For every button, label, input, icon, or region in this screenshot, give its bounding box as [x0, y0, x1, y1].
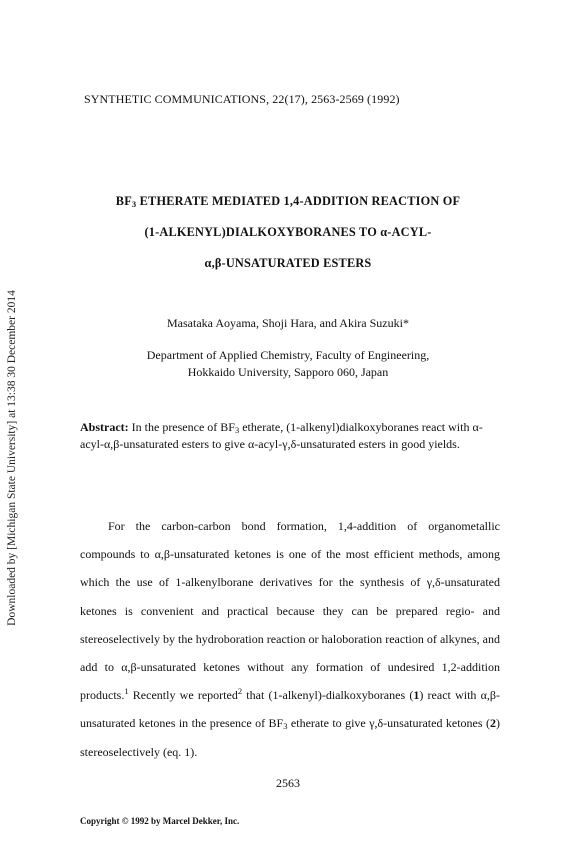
title-bf: BF — [115, 194, 132, 208]
abstract — [80, 419, 498, 452]
body-seg-1: For the carbon-carbon bond formation, 1,4-addition of organometallic compounds to α,β-unsaturated ketones is one of the most efficient methods, among which the use of 1-alkenylborane derivatives for the synthesis of γ,δ-unsaturated ketones is convenient and practical because they can be prepared regio- and stereoselectively by the hydroboration reaction or haloboration reaction of alkynes, and add to α,β-unsaturated ketones without any formation of undesired 1,2-addition products. — [80, 519, 500, 703]
title-line-3: α,β-UNSATURATED ESTERS — [204, 256, 372, 270]
download-watermark — [5, 238, 19, 678]
body-seg-6: ) stereoselectively (eq. 1). — [80, 716, 500, 759]
title-line-1 — [60, 194, 516, 209]
title-subscript: 3 — [131, 199, 137, 209]
journal-header: SYNTHETIC COMMUNICATIONS, 22(17), 2563-2569 (1992) — [84, 92, 400, 106]
body-subscript: 3 — [283, 721, 288, 732]
compound-2-ref: 2 — [490, 716, 496, 731]
abstract-text-a: In the presence of BF — [128, 420, 235, 434]
abstract-label: Abstract: — [80, 420, 129, 434]
body-seg-2: Recently we reported — [128, 688, 238, 703]
body-paragraph — [80, 512, 500, 766]
citation-2: 2 — [237, 686, 243, 697]
abstract-subscript: 3 — [234, 425, 240, 435]
page-number: 2563 — [276, 776, 300, 790]
compound-1-ref: 1 — [413, 688, 420, 703]
title-line-1-rest: ETHERATE MEDIATED 1,4-ADDITION REACTION OF — [136, 194, 461, 208]
body-seg-5: etherate to give γ,δ-unsaturated ketones ( — [287, 716, 490, 731]
affiliation-line-1: Department of Applied Chemistry, Faculty of Engineering, — [146, 348, 430, 362]
authors: Masataka Aoyama, Shoji Hara, and Akira Suzuki* — [167, 316, 409, 330]
citation-1: 1 — [124, 686, 129, 697]
download-note: Downloaded by [Michigan State University] at 13:38 30 December 2014 — [6, 290, 18, 626]
title-line-2: (1-ALKENYL)DIALKOXYBORANES TO α-ACYL- — [144, 225, 432, 239]
abstract-text-b: etherate, (1-alkenyl)dialkoxyboranes react with α-acyl-α,β-unsaturated esters to give α-acyl-γ,δ-unsaturated esters in good yields. — [80, 420, 483, 451]
copyright-notice: Copyright © 1992 by Marcel Dekker, Inc. — [80, 816, 240, 826]
body-seg-3: that (1-alkenyl)-dialkoxyboranes ( — [242, 688, 414, 703]
affiliation-line-2: Hokkaido University, Sapporo 060, Japan — [187, 365, 389, 379]
body-seg-4: ) react with α,β-unsaturated ketones in the presence of BF — [80, 688, 501, 731]
